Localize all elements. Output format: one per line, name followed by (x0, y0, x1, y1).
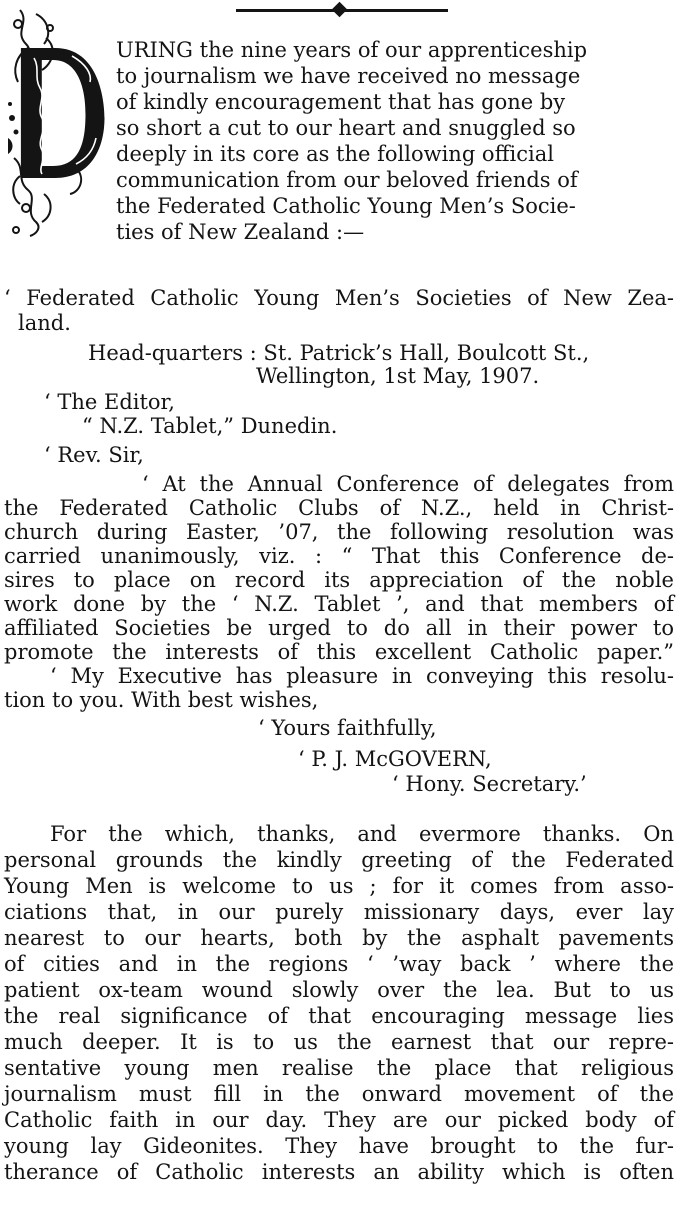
body-line: Catholic faith in our day. They are our picked body of (4, 1108, 674, 1132)
letter-closing: ‘ Yours faithfully, (258, 716, 437, 740)
intro-line: so short a cut to our heart and snuggled so (116, 116, 576, 140)
letter-salutation: ‘ Rev. Sir, (44, 443, 144, 467)
ornamental-rule (236, 3, 448, 17)
letter-heading: land. (18, 311, 71, 335)
letter-body-line: tion to you. With best wishes, (4, 688, 319, 712)
letter-signatory-title: ‘ Hony. Secretary.’ (392, 772, 587, 796)
letter-address: Head-quarters : St. Patrick’s Hall, Boulcott St., (88, 341, 590, 365)
letter-body-line: sires to place on record its appreciation of the noble (4, 568, 674, 592)
body-line: of cities and in the regions ‘ ’way back ’ where the (4, 952, 674, 976)
letter-body-line: ‘ My Executive has pleasure in conveying this resolu- (50, 664, 674, 688)
letter-address: Wellington, 1st May, 1907. (256, 364, 540, 388)
body-line: journalism must fill in the onward movement of the (4, 1082, 674, 1106)
letter-recipient: “ N.Z. Tablet,” Dunedin. (82, 414, 338, 438)
intro-line: URING the nine years of our apprenticeship (116, 38, 588, 62)
body-line: sentative young men realise the place that religious (4, 1056, 674, 1080)
letter-body-line: affiliated Societies be urged to do all in their power to (4, 616, 674, 640)
intro-line: the Federated Catholic Young Men’s Socie- (116, 194, 576, 218)
letter-signature: ‘ P. J. McGOVERN, (298, 747, 492, 771)
rule-diamond (332, 2, 348, 18)
body-line: personal grounds the kindly greeting of the Federated (4, 848, 674, 872)
body-line: young lay Gideonites. They have brought to the fur- (4, 1134, 674, 1158)
body-line: nearest to our hearts, both by the asphalt pavements (4, 926, 674, 950)
intro-line: of kindly encouragement that has gone by (116, 90, 566, 114)
letter-body-line: promote the interests of this excellent Catholic paper.” (4, 640, 674, 664)
drop-cap-ornament (6, 8, 106, 238)
body-line: ciations that, in our purely missionary days, ever lay (4, 900, 674, 924)
letter-body-line: ‘ At the Annual Conference of delegates from (142, 472, 674, 496)
intro-line: ties of New Zealand :— (116, 220, 365, 244)
letter-body-line: work done by the ‘ N.Z. Tablet ’, and that members of (4, 592, 674, 616)
body-line: patient ox-team wound slowly over the lea. But to us (4, 978, 674, 1002)
intro-line: deeply in its core as the following official (116, 142, 554, 166)
body-line: the real significance of that encouraging message lies (4, 1004, 674, 1028)
letter-body-line: the Federated Catholic Clubs of N.Z., held in Christ- (4, 496, 674, 520)
letter-heading: ‘ Federated Catholic Young Men’s Societies of New Zea- (4, 286, 674, 310)
body-line: Young Men is welcome to us ; for it comes from asso- (4, 874, 674, 898)
body-line: For the which, thanks, and evermore thanks. On (50, 822, 674, 846)
letter-recipient: ‘ The Editor, (44, 390, 175, 414)
letter-body-line: carried unanimously, viz. : “ That this Conference de- (4, 544, 674, 568)
intro-line: to journalism we have received no message (116, 64, 581, 88)
intro-line: communication from our beloved friends of (116, 168, 578, 192)
letter-body-line: church during Easter, ’07, the following resolution was (4, 520, 674, 544)
body-line: much deeper. It is to us the earnest that our repre- (4, 1030, 674, 1054)
body-line: therance of Catholic interests an ability which is often (4, 1160, 674, 1184)
